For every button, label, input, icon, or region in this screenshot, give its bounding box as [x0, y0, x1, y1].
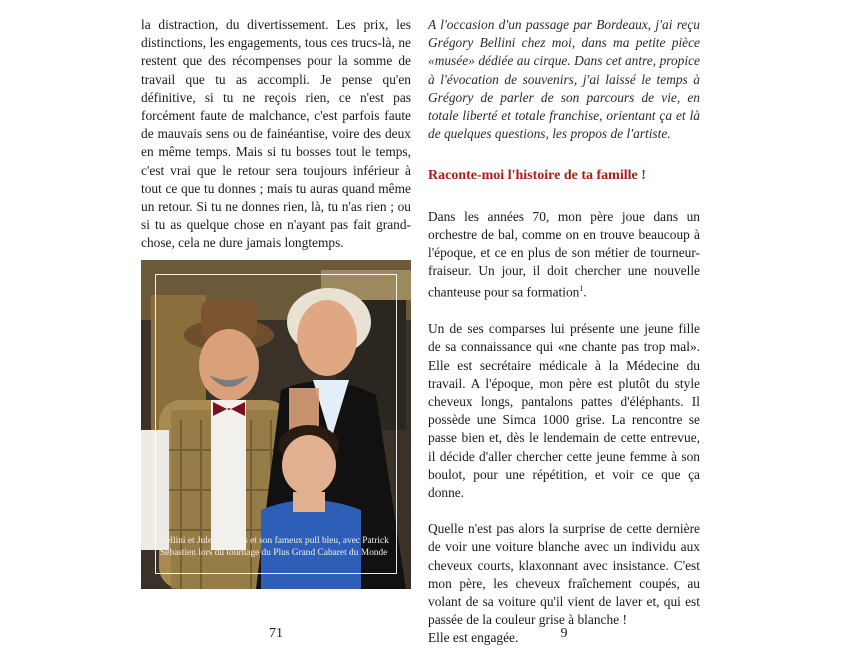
paragraph-1-end: . [583, 284, 587, 300]
left-page-text [141, 16, 411, 253]
paragraph-1-text: Dans les années 70, mon père joue dans un orchestre de bal, comme on en trouve beaucoup à l'époque, et ce en plus de son métier de tourneur-fraiseur. Un jour, il doit chercher une nouvelle chanteuse pour sa formation [428, 208, 700, 300]
footnote-ref: 1 [579, 284, 584, 294]
paragraph-3: Quelle n'est pas alors la surprise de cette dernière de voir une voiture blanche avec un individu aux cheveux courts, klaxonnant avec insistance. C'est mon père, les cheveux fraîchement coupés, au volant de sa voiture qu'il vient de laver et, qui est passée de la couleur grise à blanche ! [428, 521, 700, 628]
page-number-left: 71 [269, 626, 283, 641]
photo-frame [155, 274, 397, 574]
photo-caption: Bellini et Jules, son fils et son fameux pull bleu, avec Patrick Sébastien lors du tournage du Plus Grand Cabaret du Monde [160, 536, 389, 558]
section-heading: Raconte-moi l'histoire de ta famille ! [428, 168, 646, 184]
paragraph-4: Elle est engagée. [428, 630, 519, 646]
right-page-text [428, 16, 700, 648]
photo [141, 260, 411, 589]
left-paragraph: la distraction, du divertissement. Les prix, les distinctions, les engagements, tous ces trucs-là, ne restent que des récompenses pour la somme de travail que tu as accompli. Je pense qu'en définitive, si tu ne reçois rien, ce n'est pas forcément faute de malchance, c'est parfois faute de mauvais sens ou de fainéantise, voire des deux en même temps. Mais si tu bosses tout le temps, c'est vrai que le retour sera toujours inférieur à tout ce que tu donnes ; mais tu auras quand même un retour. Si tu ne donnes rien, là, tu n'as rien ; ou si tu as quelque chose en n'ayant pas fait grand-chose, cela ne dure jamais longtemps. [141, 17, 411, 251]
paragraph-1 [428, 208, 700, 302]
page-number-right: 9 [560, 626, 568, 641]
paragraph-2: Un de ses comparses lui présente une jeune fille de sa connaissance qui «ne chante pas trop mal». Elle est secrétaire médicale à la Médecine du travail. A l'époque, mon père est plutôt du style cheveux longs, pantalons pattes d'éléphants. Il possède une Simca 1000 grise. La rencontre se passe bien et, dès le lendemain de cette entrevue, il décide d'aller chercher cette jeune femme à son boulot, pour une répétition, et voir ce que ça donne. [428, 321, 700, 500]
intro-paragraph: A l'occasion d'un passage par Bordeaux, j'ai reçu Grégory Bellini chez moi, dans ma petite pièce «musée» dédiée au cirque. Dans cet antre, propice à l'évocation de souvenirs, j'ai laissé le temps à Grégory de parler de son parcours de vie, en totale liberté et totale franchise, orientant ça et là de quelques questions, les propos de l'artiste. [428, 17, 700, 142]
